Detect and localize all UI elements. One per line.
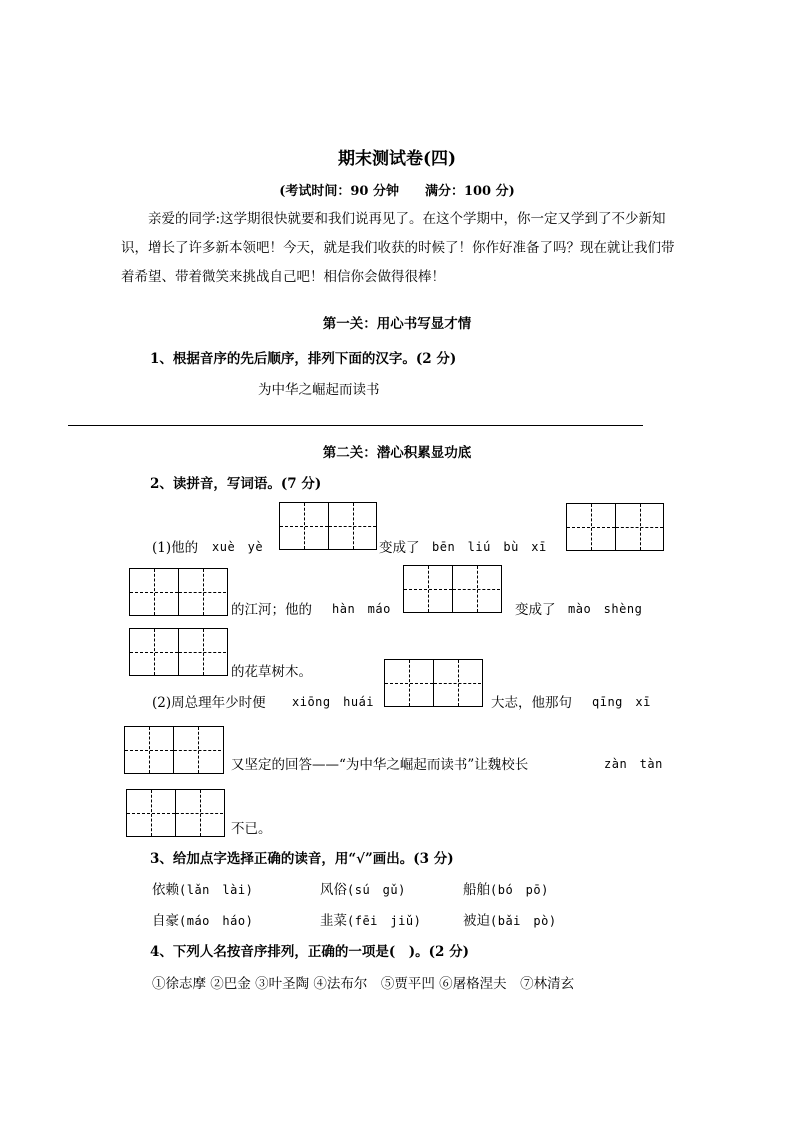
writing-grid[interactable] <box>403 565 502 613</box>
writing-grid[interactable] <box>566 503 664 551</box>
q3-word: 自豪 <box>152 913 179 929</box>
q3-word: 韭菜 <box>320 913 347 929</box>
q2-text: 不已。 <box>231 821 272 837</box>
question-4-label: 4、下列人名按音序排列，正确的一项是( )。(2 分) <box>150 944 470 960</box>
q2-text: 又坚定的回答——“为中华之崛起而读书”让魏校长 <box>231 757 529 773</box>
q2-text: 变成了 <box>379 540 420 556</box>
q3-option[interactable] <box>320 909 421 929</box>
q2-pinyin: xuè yè <box>212 540 264 554</box>
writing-grid[interactable] <box>279 502 377 550</box>
q3-word: 依赖 <box>152 882 179 898</box>
question-3-label: 3、给加点字选择正确的读音，用“√”画出。(3 分) <box>150 851 454 867</box>
q2-pinyin: xiōng huái <box>292 695 375 709</box>
q3-pinyin: (sú gǔ) <box>347 883 406 897</box>
q3-option[interactable] <box>463 878 549 898</box>
q3-word: 风俗 <box>320 882 347 898</box>
q3-pinyin: (fēi jiǔ) <box>347 914 422 928</box>
exam-info: (考试时间：90 分钟 满分：100 分) <box>279 184 515 199</box>
section-2-title: 第二关：潜心积累显功底 <box>322 445 472 461</box>
writing-grid[interactable] <box>129 568 228 616</box>
q2-pinyin: zàn tàn <box>604 757 663 771</box>
writing-grid[interactable] <box>126 789 225 837</box>
q3-option[interactable] <box>463 909 557 929</box>
q2-pinyin: bēn liú bù xī <box>432 540 547 554</box>
q3-word: 被迫 <box>463 913 490 929</box>
q2-pinyin: mào shèng <box>568 602 643 616</box>
q3-pinyin: (máo háo) <box>179 914 254 928</box>
answer-line <box>68 425 643 426</box>
q2-text: (2)周总理年少时便 <box>152 695 266 711</box>
writing-grid[interactable] <box>129 628 228 676</box>
writing-grid[interactable] <box>124 726 224 774</box>
question-1-chars: 为中华之崛起而读书 <box>258 382 380 398</box>
q3-option[interactable] <box>320 878 406 898</box>
question-1-label: 1、根据音序的先后顺序，排列下面的汉字。(2 分) <box>150 351 457 367</box>
intro-paragraph: 亲爱的同学:这学期很快就要和我们说再见了。在这个学期中，你一定又学到了不少新知识，增长了许多新本领吧！今天，就是我们收获的时候了！你作好准备了吗？现在就让我们带着希望、带着微笑来挑战自己吧！相信你会做得很棒！ <box>121 211 675 285</box>
q2-text: 变成了 <box>515 602 556 618</box>
question-2-label: 2、读拼音，写词语。(7 分) <box>150 476 322 492</box>
q3-pinyin: (bǎi pò) <box>490 914 557 928</box>
q3-option[interactable] <box>152 878 253 898</box>
q2-text: 的花草树木。 <box>231 664 312 680</box>
q3-pinyin: (bó pō) <box>490 883 549 897</box>
q3-option[interactable] <box>152 909 253 929</box>
q2-pinyin: qīng xī <box>592 695 651 709</box>
page-title: 期末测试卷(四) <box>337 149 457 169</box>
q3-pinyin: (lǎn lài) <box>179 883 254 897</box>
q2-pinyin: hàn máo <box>332 602 391 616</box>
q2-text: (1)他的 <box>152 540 199 556</box>
section-1-title: 第一关：用心书写显才情 <box>322 316 472 332</box>
q3-word: 船舶 <box>463 882 490 898</box>
writing-grid[interactable] <box>384 659 483 707</box>
q2-text: 的江河；他的 <box>231 602 312 618</box>
q4-names: ①徐志摩 ②巴金 ③叶圣陶 ④法布尔 ⑤贾平凹 ⑥屠格涅夫 ⑦林清玄 <box>152 976 575 992</box>
q2-text: 大志，他那句 <box>491 695 572 711</box>
